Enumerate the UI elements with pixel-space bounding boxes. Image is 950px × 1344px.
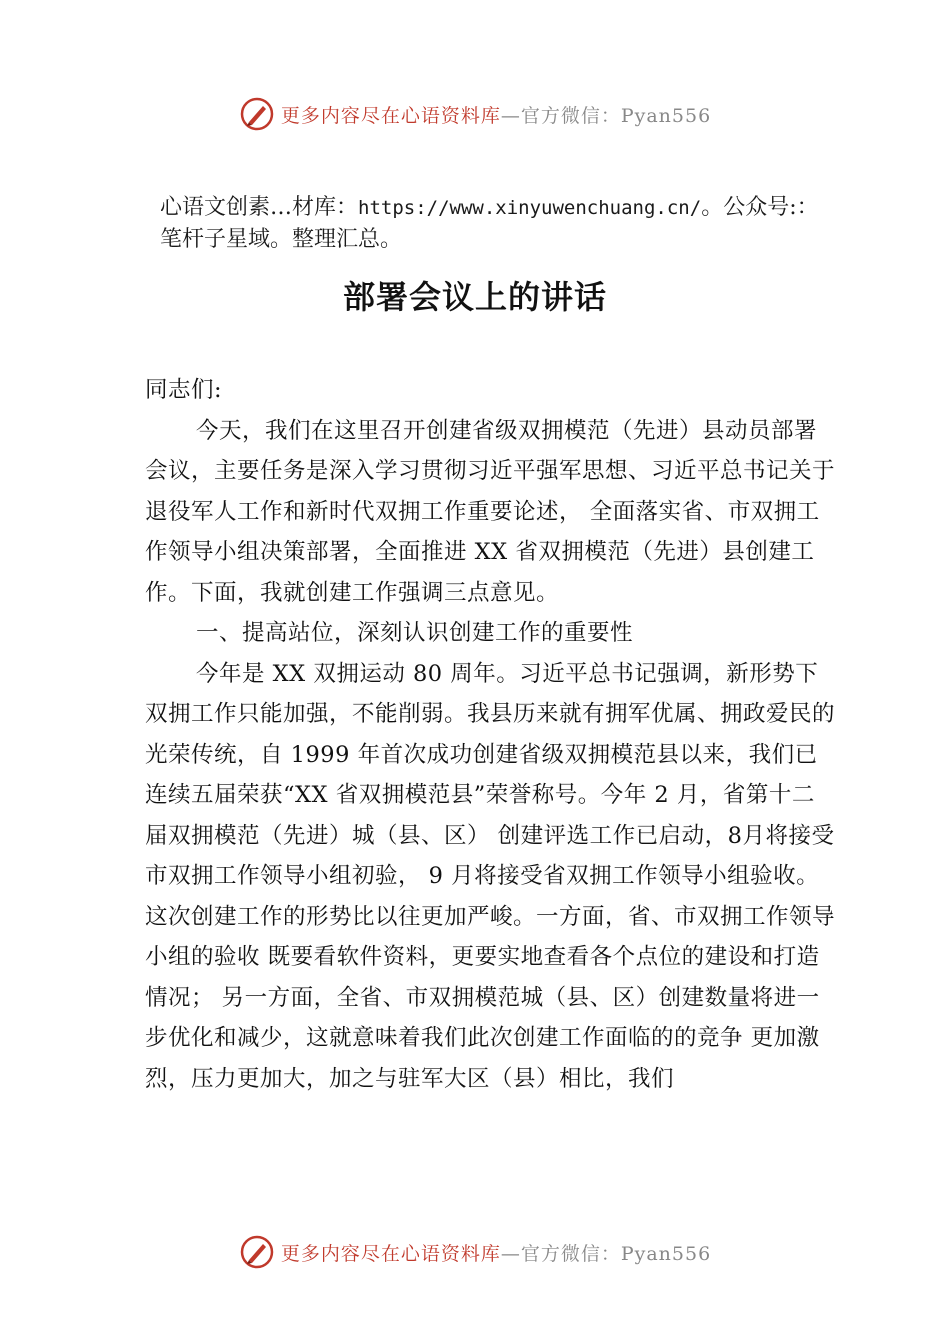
- footer-banner-text: 更多内容尽在心语资料库—官方微信：Pyan556: [280, 1242, 712, 1265]
- header-banner-text: 更多内容尽在心语资料库—官方微信：Pyan556: [280, 104, 712, 127]
- pen-logo-icon: [239, 96, 275, 132]
- document-body: [145, 370, 835, 1099]
- header-banner: [0, 92, 950, 136]
- document-title: 部署会议上的讲话: [342, 278, 607, 316]
- section-heading: 一、提高站位，深刻认识创建工作的重要性: [196, 620, 634, 646]
- source-url: https://www.xinyuwenchuang.cn/: [358, 197, 702, 219]
- paragraph-intro: 今天，我们在这里召开创建省级双拥模范（先进）县动员部署会议，主要任务是深入学习贯彻习近平强军思想、习近平总书记关于退役军人工作和新时代双拥工作重要论述， 全面落实省、市双拥工作领导小组决策部署，全面推进 XX 省双拥模范（先进）县创建工作。下面，我就创建工作强调三点意见。: [145, 417, 836, 606]
- pen-logo-icon: [239, 1234, 275, 1270]
- footer-banner: [0, 1230, 950, 1274]
- salutation: 同志们:: [145, 377, 223, 403]
- paragraph-section-1: 今年是 XX 双拥运动 80 周年。习近平总书记强调，新形势下双拥工作只能加强，不能削弱。我县历来就有拥军优属、拥政爱民的光荣传统，自 1999 年首次成功创建省级双拥模范县以来，我们已连续五届荣获“XX 省双拥模范县”荣誉称号。今年 2 月，省第十二届双拥模范（先进）城（县、区） 创建评选工作已启动，8月将接受市双拥工作领导小组初验， 9 月将接受省双拥工作领导小组验收。这次创建工作的形势比以往更加严峻。一方面，省、市双拥工作领导小组的验收 既要看软件资料，更要实地查看各个点位的建设和打造情况； 另一方面，全省、市双拥模范城（县、区）创建数量将进一 步优化和减少，这就意味着我们此次创建工作面临的的竞争 更加激烈，压力更加大，加之与驻军大区（县）相比，我们: [145, 660, 836, 1092]
- source-line: 心语文创素…材库：https://www.xinyuwenchuang.cn/。公众号:：笔杆子星域。整理汇总。: [160, 195, 819, 252]
